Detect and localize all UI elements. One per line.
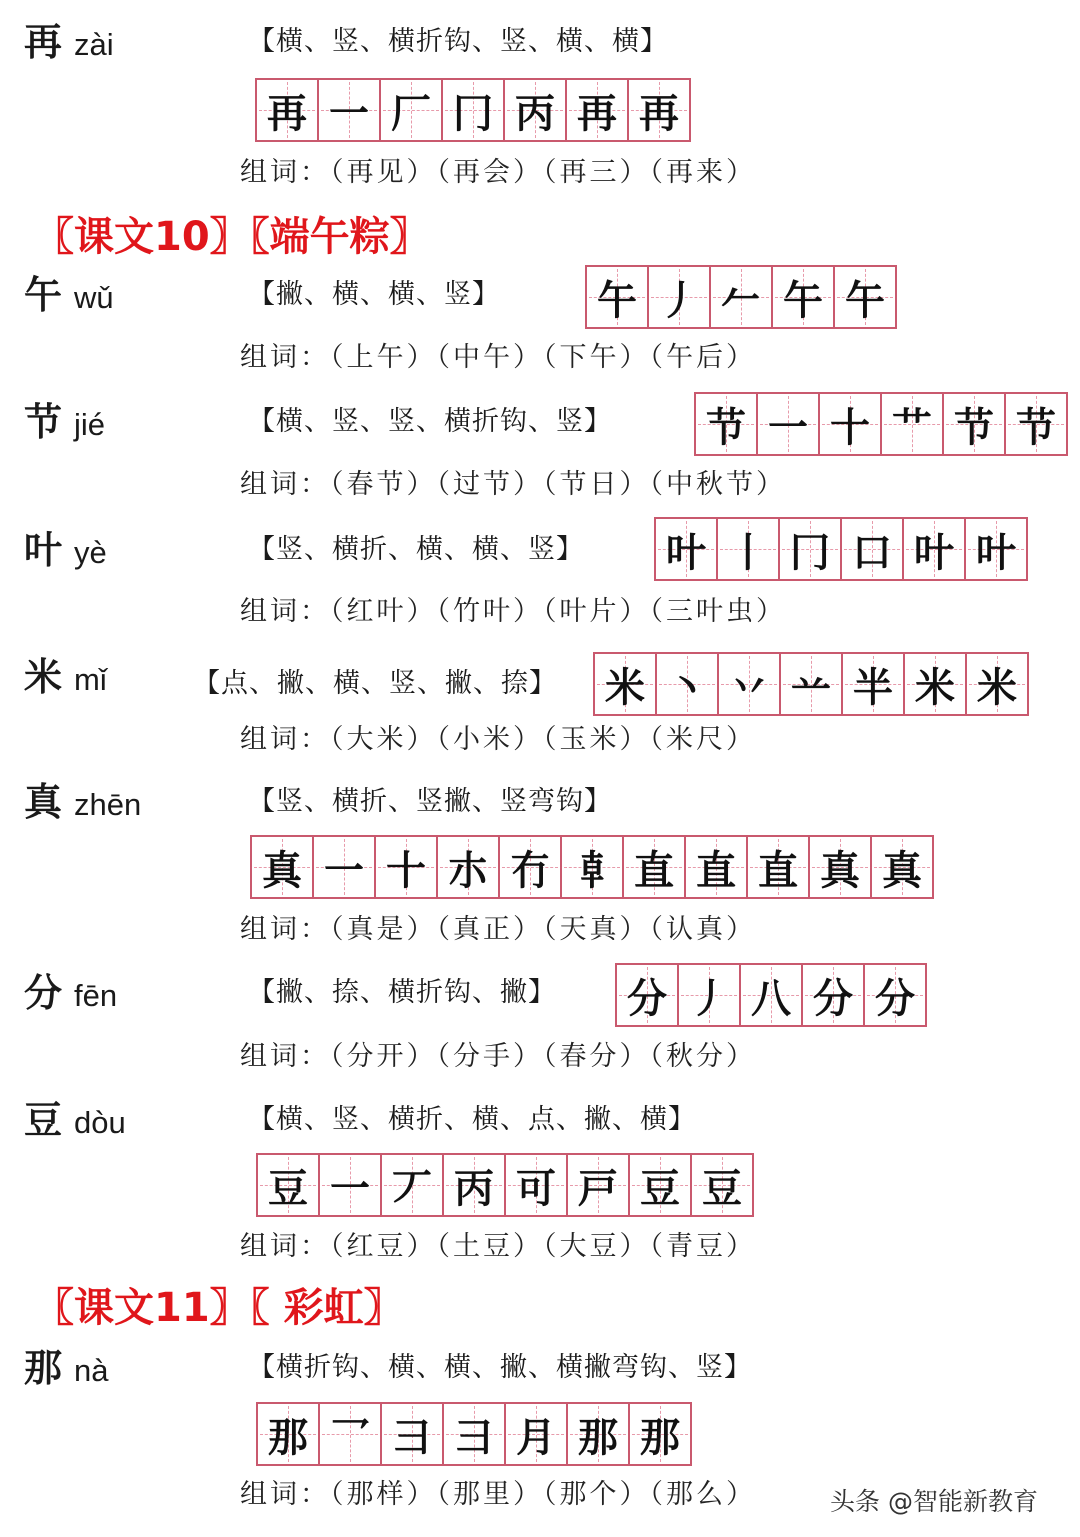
stroke-grid [255,78,691,142]
stroke-step-glyph: 午 [845,276,885,324]
stroke-step-glyph: 米 [977,663,1017,711]
word-examples [240,592,786,632]
stroke-step-glyph: 那 [268,1413,308,1461]
stroke-grid [694,392,1068,456]
stroke-step-glyph: 彐 [392,1413,432,1461]
stroke-step-glyph: 真 [820,846,860,894]
character: 豆 [24,1097,63,1142]
stroke-step-cell [252,837,314,897]
stroke-step-cell [657,654,719,714]
stroke-step-cell [781,654,843,714]
stroke-step-glyph: 节 [954,403,994,451]
words-list: （红豆）（土豆）（大豆）（青豆） [330,1231,756,1262]
stroke-step-glyph: 丿 [689,974,729,1022]
words-label: 组词： [240,469,330,500]
stroke-step-glyph: 直 [758,846,798,894]
stroke-order-text: 【点、撇、横、竖、撇、捺】 [193,668,557,699]
stroke-step-cell [865,965,925,1025]
stroke-step-cell [872,837,932,897]
stroke-step-glyph: 𠦝 [572,846,612,894]
stroke-step-cell [444,1404,506,1464]
words-label: 组词： [240,1041,330,1072]
words-list: （分开）（分手）（春分）（秋分） [330,1041,756,1072]
stroke-step-cell [500,837,562,897]
stroke-step-glyph: 丆 [392,1164,432,1212]
character: 节 [24,399,63,444]
stroke-step-glyph: 冂 [790,528,830,576]
pinyin: zài [74,27,114,62]
stroke-step-cell [630,1404,690,1464]
stroke-step-glyph: 丿 [659,276,699,324]
character-heading [24,528,107,575]
stroke-step-glyph: 丨 [728,528,768,576]
character: 分 [24,970,63,1015]
stroke-step-cell [568,1155,630,1215]
stroke-step-glyph: 口 [852,528,892,576]
stroke-grid [654,517,1028,581]
stroke-step-cell [506,1155,568,1215]
pinyin: nà [74,1353,109,1388]
stroke-step-cell [624,837,686,897]
stroke-grid [256,1402,692,1466]
stroke-step-cell [258,1155,320,1215]
stroke-step-cell [905,654,967,714]
stroke-step-glyph: 一 [768,403,808,451]
stroke-step-cell [842,519,904,579]
stroke-step-cell [257,80,319,140]
stroke-grid [250,835,934,899]
words-label: 组词： [240,724,330,755]
stroke-step-glyph: 那 [578,1413,618,1461]
stroke-step-glyph: 分 [875,974,915,1022]
stroke-order-text: 【竖、横折、竖撇、竖弯钩】 [248,786,612,817]
stroke-step-glyph: 丙 [515,89,555,137]
stroke-step-cell [505,80,567,140]
stroke-step-glyph: 节 [706,403,746,451]
stroke-step-cell [692,1155,752,1215]
stroke-step-glyph: 分 [627,974,667,1022]
stroke-step-cell [748,837,810,897]
stroke-step-glyph: 厂 [391,89,431,137]
stroke-step-glyph: 十 [830,403,870,451]
word-examples [240,1037,756,1077]
stroke-step-glyph: 叶 [914,528,954,576]
words-list: （上午）（中午）（下午）（午后） [330,342,756,373]
stroke-step-glyph: 一 [330,1164,370,1212]
stroke-step-cell [319,80,381,140]
stroke-step-cell [381,80,443,140]
stroke-grid [585,265,897,329]
stroke-order-text: 【竖、横折、横、横、竖】 [248,534,584,565]
stroke-step-glyph: 冂 [453,89,493,137]
stroke-step-cell [506,1404,568,1464]
words-list: （大米）（小米）（玉米）（米尺） [330,724,756,755]
word-examples [240,910,756,950]
stroke-step-cell [656,519,718,579]
character: 再 [24,19,63,64]
word-examples [240,153,756,193]
stroke-step-cell [718,519,780,579]
stroke-step-cell [376,837,438,897]
stroke-step-glyph: 可 [516,1164,556,1212]
stroke-step-cell [444,1155,506,1215]
stroke-step-cell [686,837,748,897]
pinyin: yè [74,535,107,570]
pinyin: zhēn [74,787,142,822]
stroke-step-glyph: 乛 [330,1413,370,1461]
stroke-step-cell [595,654,657,714]
stroke-step-cell [719,654,781,714]
stroke-step-glyph: 一 [329,89,369,137]
stroke-step-cell [882,394,944,454]
stroke-step-glyph: 豆 [702,1164,742,1212]
stroke-step-cell [320,1404,382,1464]
pinyin: mǐ [74,662,107,697]
character: 米 [24,654,63,699]
lesson-heading: 〖课文11〗〖 彩虹〗 [34,1285,404,1331]
stroke-step-glyph: 十 [386,846,426,894]
character-heading [24,400,105,447]
stroke-step-glyph: 米 [605,663,645,711]
stroke-grid [593,652,1029,716]
character-heading [24,1346,109,1393]
pinyin: fēn [74,978,118,1013]
stroke-step-cell [904,519,966,579]
stroke-order-text: 【撇、捺、横折钩、撇】 [248,977,556,1008]
stroke-step-glyph: 午 [783,276,823,324]
stroke-step-glyph: 再 [639,89,679,137]
stroke-order-text: 【横折钩、横、横、撇、横撇弯钩、竖】 [248,1352,752,1383]
stroke-step-cell [629,80,689,140]
character: 真 [24,779,63,824]
stroke-step-glyph: 冇 [510,846,550,894]
character-heading [24,780,141,827]
character-heading [24,655,107,702]
stroke-step-glyph: 豆 [640,1164,680,1212]
lesson-heading: 〖课文10〗〖端午粽〗 [34,214,430,260]
character-heading [24,20,114,67]
stroke-step-cell [711,267,773,327]
stroke-step-cell [820,394,882,454]
stroke-step-cell [835,267,895,327]
words-list: （春节）（过节）（节日）（中秋节） [330,469,786,500]
stroke-step-glyph: 真 [882,846,922,894]
stroke-step-glyph: 米 [915,663,955,711]
character-heading [24,273,114,320]
words-label: 组词： [240,1479,330,1510]
stroke-step-cell [843,654,905,714]
stroke-step-glyph: 豆 [268,1164,308,1212]
word-examples [240,465,786,505]
stroke-step-cell [587,267,649,327]
words-label: 组词： [240,914,330,945]
stroke-order-text: 【横、竖、横折钩、竖、横、横】 [248,26,668,57]
stroke-step-glyph: 再 [577,89,617,137]
stroke-order-text: 【横、竖、横折、横、点、撇、横】 [248,1104,696,1135]
stroke-step-cell [780,519,842,579]
stroke-step-cell [443,80,505,140]
word-examples [240,1227,756,1267]
stroke-step-glyph: 彐 [454,1413,494,1461]
stroke-step-cell [696,394,758,454]
stroke-step-glyph: 那 [640,1413,680,1461]
stroke-step-cell [382,1404,444,1464]
stroke-grid [615,963,927,1027]
stroke-step-glyph: 直 [696,846,736,894]
stroke-step-glyph: 节 [1016,403,1056,451]
stroke-step-cell [314,837,376,897]
stroke-step-glyph: 丶 [667,663,707,711]
stroke-step-cell [966,519,1026,579]
stroke-step-cell [617,965,679,1025]
stroke-step-cell [630,1155,692,1215]
stroke-step-glyph: 丙 [454,1164,494,1212]
stroke-step-cell [258,1404,320,1464]
stroke-step-glyph: 再 [267,89,307,137]
pinyin: dòu [74,1105,126,1140]
stroke-step-cell [967,654,1027,714]
words-label: 组词： [240,342,330,373]
stroke-step-cell [810,837,872,897]
pinyin: wǔ [74,280,114,315]
stroke-step-glyph: 䒑 [791,663,831,711]
stroke-step-glyph: 真 [262,846,302,894]
stroke-step-cell [1006,394,1066,454]
stroke-step-cell [567,80,629,140]
stroke-step-glyph: 月 [516,1413,556,1461]
stroke-step-cell [803,965,865,1025]
stroke-step-cell [741,965,803,1025]
stroke-order-text: 【横、竖、竖、横折钩、竖】 [248,406,612,437]
word-examples [240,338,756,378]
stroke-step-cell [320,1155,382,1215]
words-label: 组词： [240,596,330,627]
words-label: 组词： [240,1231,330,1262]
character: 叶 [24,527,63,572]
stroke-step-cell [382,1155,444,1215]
stroke-step-cell [568,1404,630,1464]
stroke-step-glyph: 𠂉 [721,276,761,324]
words-list: （那样）（那里）（那个）（那么） [330,1479,756,1510]
stroke-step-glyph: 直 [634,846,674,894]
word-examples [240,720,756,760]
stroke-step-glyph: 一 [324,846,364,894]
words-list: （再见）（再会）（再三）（再来） [330,157,756,188]
stroke-step-glyph: 午 [597,276,637,324]
character: 午 [24,272,63,317]
character: 那 [24,1345,63,1390]
words-list: （真是）（真正）（天真）（认真） [330,914,756,945]
character-heading [24,1098,126,1145]
words-label: 组词： [240,157,330,188]
stroke-step-glyph: 叶 [976,528,1016,576]
stroke-order-text: 【撇、横、横、竖】 [248,279,500,310]
stroke-step-glyph: 半 [853,663,893,711]
stroke-step-glyph: 叶 [666,528,706,576]
stroke-grid [256,1153,754,1217]
stroke-step-cell [679,965,741,1025]
pinyin: jié [74,407,106,442]
stroke-step-glyph: 丷 [729,663,769,711]
stroke-step-cell [438,837,500,897]
word-examples [240,1475,756,1515]
character-heading [24,971,117,1018]
stroke-step-glyph: 分 [813,974,853,1022]
words-list: （红叶）（竹叶）（叶片）（三叶虫） [330,596,786,627]
stroke-step-cell [758,394,820,454]
stroke-step-glyph: 戸 [578,1164,618,1212]
stroke-step-cell [562,837,624,897]
stroke-step-glyph: 艹 [892,403,932,451]
watermark: 头条 @智能新教育 [830,1487,1038,1516]
stroke-step-glyph: 八 [751,974,791,1022]
stroke-step-glyph: 朩 [448,846,488,894]
stroke-step-cell [649,267,711,327]
stroke-step-cell [944,394,1006,454]
stroke-step-cell [773,267,835,327]
